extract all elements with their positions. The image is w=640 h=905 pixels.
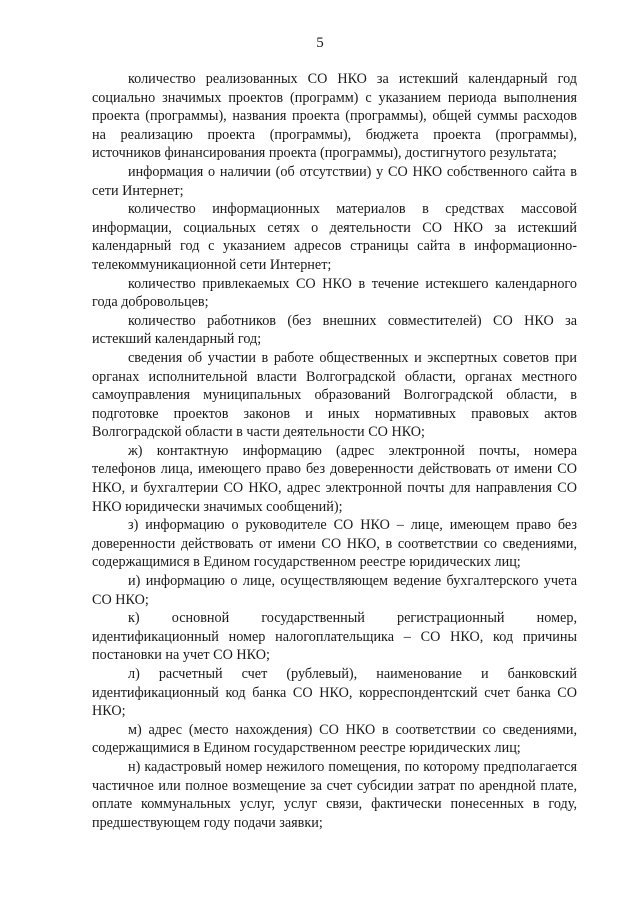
paragraph-volunteers-count: количество привлекаемых СО НКО в течение истекшего календарного года добровольцев; bbox=[92, 275, 577, 311]
paragraph-item-z-director: з) информацию о руководителе СО НКО – лице, имеющем право без доверенности действовать от имени СО НКО, в соответствии со сведениями, содержащимися в Едином государственном реестре юридических лиц; bbox=[92, 517, 577, 571]
paragraph-item-k-registration: к) основной государственный регистрационный номер, идентификационный номер налогоплательщика – СО НКО, код причины постановки на учет СО НКО; bbox=[92, 610, 577, 664]
page-number: 5 bbox=[316, 35, 324, 51]
paragraph-item-zh-contacts: ж) контактную информацию (адрес электронной почты, номера телефонов лица, имеющего право без доверенности действовать от имени СО НКО, и бухгалтерии СО НКО, адрес электронной почты для направления СО НКО юридически значимых сообщений); bbox=[92, 442, 577, 515]
paragraph-item-m-address: м) адрес (место нахождения) СО НКО в соответствии со сведениями, содержащимися в Едином государственном реестре юридических лиц; bbox=[92, 721, 577, 757]
paragraph-projects-count: количество реализованных СО НКО за истекший календарный год социально значимых проектов (программ) с указанием периода выполнения проекта (программы), названия проекта (программы), общей суммы расходов на реализацию проекта (программы), бюджета проекта (программы), источников финансирования проекта (программы), достигнутого результата; bbox=[92, 71, 577, 162]
paragraph-website-info: информация о наличии (об отсутствии) у СО НКО собственного сайта в сети Интернет; bbox=[92, 163, 577, 199]
document-body bbox=[92, 70, 577, 832]
paragraph-employees-count: количество работников (без внешних совместителей) СО НКО за истекший календарный год; bbox=[92, 312, 577, 348]
paragraph-item-i-accountant: и) информацию о лице, осуществляющем ведение бухгалтерского учета СО НКО; bbox=[92, 573, 577, 608]
paragraph-item-n-cadastral: н) кадастровый номер нежилого помещения, по которому предполагается частичное или полное возмещение за счет субсидии затрат по арендной плате, оплате коммунальных услуг, услуг связи, фактически понесенных в году, предшествующем году подачи заявки; bbox=[92, 758, 577, 831]
paragraph-media-materials: количество информационных материалов в средствах массовой информации, социальных сетях о деятельности СО НКО за истекший календарный год с указанием адресов страницы сайта в информационно-телекоммуникационной сети Интернет; bbox=[92, 201, 577, 273]
paragraph-councils-participation: сведения об участии в работе общественных и экспертных советов при органах исполнительной власти Волгоградской области, органах местного самоуправления муниципальных образований Волгоградской области, в подготовке проектов законов и иных нормативных правовых актов Волгоградской области в части деятельности СО НКО; bbox=[92, 349, 577, 441]
paragraph-item-l-bank-account: л) расчетный счет (рублевый), наименование и банковский идентификационный код банка СО НКО, корреспондентский счет банка СО НКО; bbox=[92, 666, 577, 720]
